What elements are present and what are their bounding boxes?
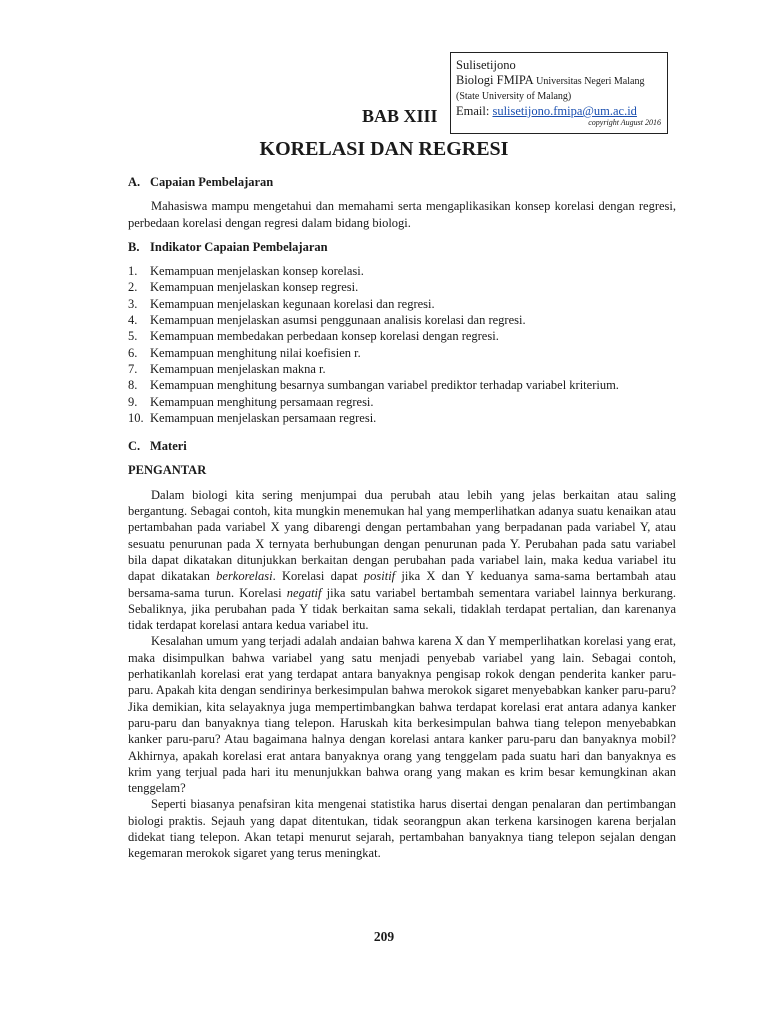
paragraph-3: Seperti biasanya penafsiran kita mengenai statistika harus disertai dengan penalaran dan pertimbangan biologi praktis. Sejauh yang dapat ditentukan, tidak seorangpun akan terkena karsinogen karena berjalan didekat tiang telepon. Akan tetapi menurut sejarah, pertambahan banyaknya tiang telepon sejalan dengan kegemaran merokok sigaret yang terus meningkat. [128, 797, 676, 861]
list-text: Kemampuan menjelaskan konsep regresi. [150, 280, 359, 295]
author-info-box [450, 52, 668, 134]
section-c-heading [128, 438, 676, 454]
email-label: Email: [456, 104, 490, 118]
page-number: 209 [373, 929, 395, 944]
p1-emphasis-negatif: negatif [286, 585, 322, 600]
list-number: 5. [128, 329, 138, 344]
list-text: Kemampuan membedakan perbedaan konsep korelasi dengan regresi. [150, 329, 499, 344]
section-a-body: Mahasiswa mampu mengetahui dan memahami serta mengaplikasikan konsep korelasi dengan regresi, perbedaan korelasi dengan regresi dalam bidang biologi. [128, 199, 676, 230]
list-number: 2. [128, 280, 138, 295]
p1-emphasis-positif: positif [363, 569, 396, 584]
paragraph-1 [128, 487, 676, 634]
chapter-number: BAB XIII [362, 106, 438, 126]
list-text: Kemampuan menjelaskan persamaan regresi. [150, 410, 377, 425]
list-text: Kemampuan menjelaskan makna r. [150, 361, 326, 376]
p1-emphasis-berkorelasi: berkorelasi [216, 569, 273, 584]
author-university-en: (State University of Malang) [456, 91, 572, 102]
email-link[interactable]: sulisetijono.fmipa@um.ac.id [492, 104, 637, 118]
section-c-title: Materi [150, 439, 187, 454]
list-number: 9. [128, 394, 138, 409]
list-number: 10. [128, 410, 144, 425]
section-a-marker: A. [128, 175, 141, 189]
section-a-heading [128, 174, 676, 190]
list-item [128, 410, 676, 426]
indicator-list [128, 263, 676, 426]
p1-text-b: . Korelasi dapat [272, 569, 364, 584]
list-item [128, 394, 676, 410]
list-item [128, 279, 676, 295]
list-number: 7. [128, 361, 138, 376]
author-dept: Biologi FMIPA [456, 73, 534, 87]
section-b-title: Indikator Capaian Pembelajaran [150, 239, 328, 254]
list-text: Kemampuan menjelaskan konsep korelasi. [150, 264, 364, 279]
list-item [128, 345, 676, 361]
list-text: Kemampuan menghitung persamaan regresi. [150, 394, 374, 409]
list-number: 6. [128, 345, 138, 360]
section-a-title: Capaian Pembelajaran [150, 175, 274, 189]
list-text: Kemampuan menghitung nilai koefisien r. [150, 345, 361, 360]
section-c-subtitle: PENGANTAR [128, 463, 207, 478]
list-item [128, 312, 676, 328]
list-text: Kemampuan menghitung besarnya sumbangan variabel prediktor terhadap variabel kriterium. [150, 378, 619, 393]
author-affiliation [456, 73, 667, 89]
section-c-marker: C. [128, 439, 141, 454]
list-number: 4. [128, 313, 138, 328]
list-item [128, 328, 676, 344]
list-item [128, 377, 676, 393]
list-text: Kemampuan menjelaskan asumsi penggunaan analisis korelasi dan regresi. [150, 313, 526, 328]
section-b-marker: B. [128, 239, 140, 254]
list-text: Kemampuan menjelaskan kegunaan korelasi dan regresi. [150, 296, 435, 311]
list-item [128, 361, 676, 377]
document-content [128, 174, 676, 862]
author-name: Sulisetijono [456, 58, 516, 72]
paragraph-2: Kesalahan umum yang terjadi adalah andaian bahwa karena X dan Y memperlihatkan korelasi yang erat, maka disimpulkan bahwa variabel yang satu menjadi penyebab variabel yang lain. Sebagai contoh, perhatikanlah korelasi erat yang terdapat antara banyaknya pengisap rokok dengan penderita kanker paru-paru. Apakah kita dengan sendirinya berkesimpulan bahwa merokok sigaret menyebabkan kanker paru-paru? Jika demikian, kita selayaknya juga mempertimbangkan bahwa terdapat korelasi erat antara adanya kanker paru-paru dan banyaknya tiang telepon. Haruskah kita berkesimpulan bahwa tiang telepon menyebabkan kanker paru-paru? Atau bagaimana halnya dengan korelasi antara kanker paru-paru dan banyaknya mobil? Akhirnya, apakah korelasi erat antara banyaknya orang yang tenggelam pada suatu hari dan banyaknya es krim yang terjual pada hari itu menunjukkan bahwa orang yang makan es krim besar kemungkinan akan tenggelam? [128, 634, 676, 796]
chapter-title: KORELASI DAN REGRESI [259, 138, 509, 160]
copyright-note: copyright August 2016 [588, 118, 661, 127]
section-b-heading [128, 239, 676, 255]
p1-text-d: jika satu variabel bertambah sementara variabel lainnya berkurang. Sebaliknya, jika perubahan pada Y tidak berkaitan sama sekali, tidaklah terdapat pertalian, dan karenanya tidak terdapat korelasi antara kedua variabel itu. [128, 585, 676, 633]
list-number: 1. [128, 264, 138, 279]
p1-text-c: jika X dan Y keduanya sama-sama bertambah atau bersama-sama turun. Korelasi [128, 569, 676, 600]
list-number: 3. [128, 296, 138, 311]
list-item [128, 296, 676, 312]
author-university: Universitas Negeri Malang [536, 76, 645, 87]
list-number: 8. [128, 378, 138, 393]
p1-text-a: Dalam biologi kita sering menjumpai dua perubah atau lebih yang jelas berkaitan atau saling bergantung. Sebagai contoh, kita mungkin menemukan hal yang memperlihatkan adanya suatu kenaikan atau pertambahan pada variabel X yang dibarengi dengan pertambahan yang berpadanan pada variabel Y, atau sesuatu penurunan pada X ternyata berhubungan dengan penurunan pada Y. Perubahan pada satu variabel bila dapat dikatakan ditunjukkan berkaitan dengan perubahan pada variabel lain, maka kedua variabel itu dapat dikatakan [128, 487, 676, 584]
list-item [128, 263, 676, 279]
